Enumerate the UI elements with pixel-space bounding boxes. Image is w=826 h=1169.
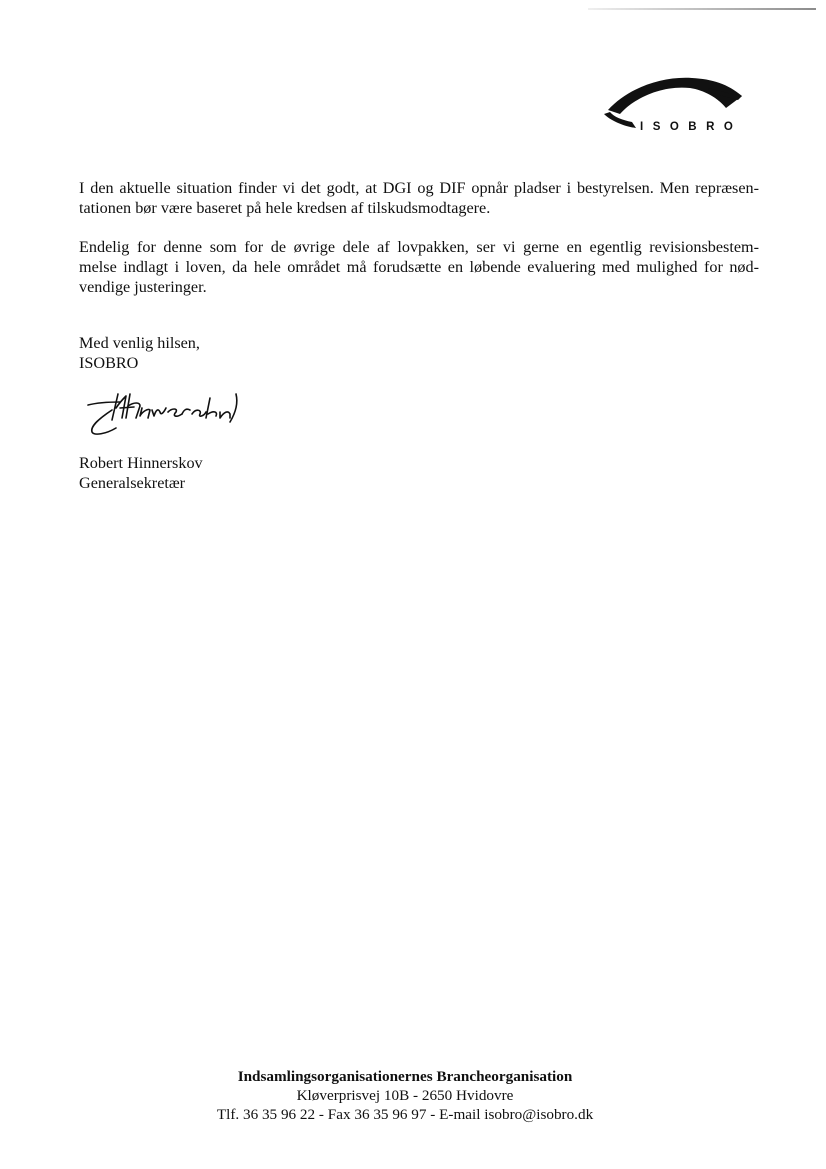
closing-organization: ISOBRO	[79, 354, 139, 372]
text-line: vendige justeringer.	[79, 278, 207, 296]
text-line: tationen bør være baseret på hele kredsen af tilskudsmodtagere.	[79, 199, 491, 217]
signature-icon	[86, 388, 266, 444]
text-line: melse indlagt i loven, da hele området må forudsætte en løbende evaluering med mulighed for nød-	[79, 258, 759, 276]
closing-greeting: Med venlig hilsen,	[79, 334, 200, 352]
closing-block	[79, 333, 200, 373]
letterhead-footer	[0, 1067, 810, 1124]
footer-organization-name: Indsamlingsorganisationernes Brancheorganisation	[237, 1068, 573, 1085]
signer-block	[79, 453, 203, 493]
paragraph-representation	[79, 178, 759, 218]
logo-wordmark: ISOBRO	[640, 121, 743, 133]
footer-address: Kløverprisvej 10B - 2650 Hvidovre	[296, 1087, 514, 1104]
footer-contact: Tlf. 36 35 96 22 - Fax 36 35 96 97 - E-mail isobro@isobro.dk	[216, 1106, 594, 1123]
scan-edge-line	[588, 8, 816, 10]
isobro-logo	[600, 74, 750, 136]
text-line: Endelig for denne som for de øvrige dele af lovpakken, ser vi gerne en egentlig revisionsbestem-	[79, 238, 759, 256]
letter-body	[79, 178, 759, 297]
handwritten-signature	[86, 388, 266, 444]
signer-name: Robert Hinnerskov	[79, 454, 203, 472]
text-line: I den aktuelle situation finder vi det godt, at DGI og DIF opnår pladser i bestyrelsen. Men repræsen-	[79, 179, 759, 197]
signer-title: Generalsekretær	[79, 474, 186, 492]
paragraph-revision	[79, 237, 759, 297]
